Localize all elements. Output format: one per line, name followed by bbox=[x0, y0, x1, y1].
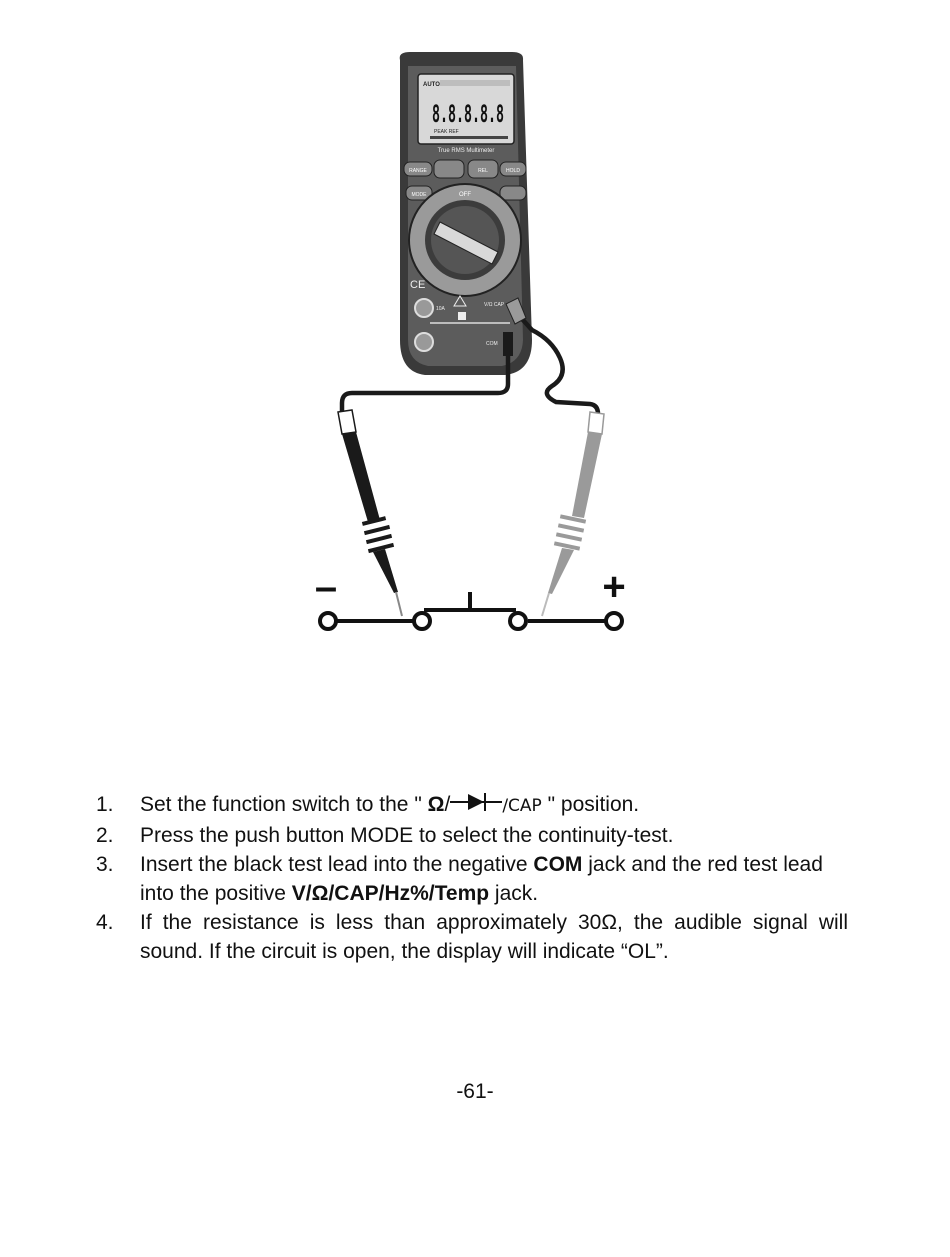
step-number: 4. bbox=[96, 911, 114, 934]
multimeter bbox=[400, 52, 532, 375]
range-button-label: RANGE bbox=[409, 168, 427, 174]
step-4 bbox=[96, 908, 848, 966]
slash: / bbox=[444, 793, 451, 816]
step-2-text: Press the push button MODE to select the continuity-test. bbox=[140, 824, 674, 847]
red-probe bbox=[542, 412, 604, 616]
lcd-digits: 8.8.8.8.8 bbox=[432, 100, 504, 128]
step-number: 3. bbox=[96, 853, 114, 876]
step-number: 2. bbox=[96, 824, 114, 847]
brand-label: True RMS Multimeter bbox=[437, 148, 495, 154]
cap-label: /CAP bbox=[502, 796, 542, 816]
step-3-text-post: jack. bbox=[489, 882, 539, 905]
page-number: -61- bbox=[456, 1080, 494, 1103]
hold-button-label: HOLD bbox=[506, 168, 520, 174]
step-4-text: If the resistance is less than approximately 30Ω, the audible signal will sound. If the circuit is open, the display will indicate “OL”. bbox=[140, 911, 848, 963]
mode-button-label: MODE bbox=[411, 192, 427, 198]
step-1 bbox=[96, 790, 848, 821]
step-1-text-post: " position. bbox=[541, 793, 640, 816]
plus-sign: + bbox=[602, 565, 626, 609]
ohm-symbol: Ω bbox=[427, 793, 445, 816]
jack-10a[interactable] bbox=[415, 299, 433, 317]
jack-com-label: COM bbox=[486, 341, 498, 347]
ce-mark: CE bbox=[410, 279, 426, 291]
lcd-bar-label: PEAK REF bbox=[434, 129, 459, 135]
rel-button-label: REL bbox=[478, 168, 488, 174]
jack-10a-label: 10A bbox=[436, 306, 445, 312]
hold-button[interactable] bbox=[434, 160, 464, 178]
lcd-mode-text: AUTO bbox=[423, 82, 440, 88]
com-jack-label: COM bbox=[533, 853, 583, 876]
step-1-text-pre: Set the function switch to the " bbox=[140, 793, 428, 816]
step-3 bbox=[96, 850, 848, 908]
instruction-list bbox=[96, 790, 848, 966]
step-3-text-pre: Insert the black test lead into the negative bbox=[140, 853, 534, 876]
step-3-text-mid: jack and the red test lead into the positive bbox=[140, 853, 823, 905]
dial-off-label: OFF bbox=[459, 192, 471, 198]
v-jack-label: V/Ω/CAP/Hz%/Temp bbox=[291, 882, 490, 905]
step-2 bbox=[96, 821, 848, 850]
minus-sign: – bbox=[314, 565, 338, 609]
light-button[interactable] bbox=[500, 186, 526, 200]
step-number: 1. bbox=[96, 793, 114, 816]
jack-v-label: V/Ω CAP bbox=[484, 302, 505, 308]
black-probe bbox=[338, 410, 402, 616]
jack-ma[interactable] bbox=[415, 333, 433, 351]
circuit-switch-diagram bbox=[315, 565, 626, 629]
diode-icon bbox=[450, 791, 502, 813]
